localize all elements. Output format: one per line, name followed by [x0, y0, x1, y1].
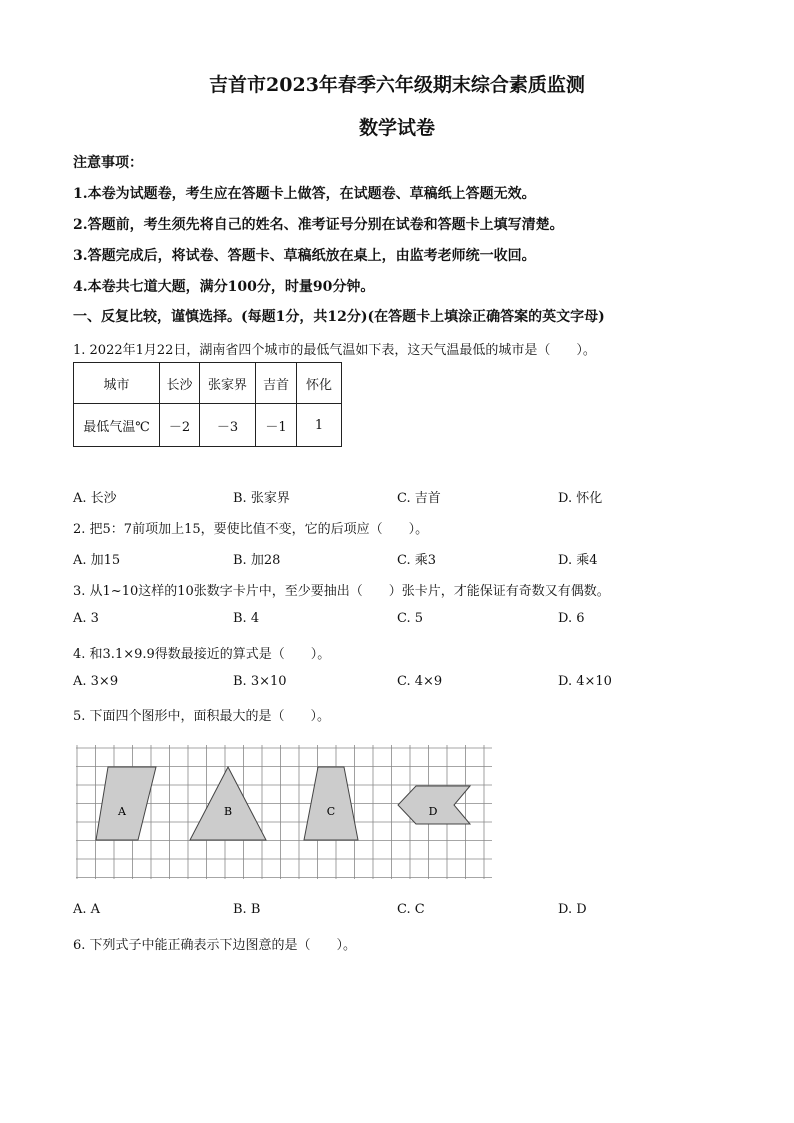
- question-5: 5. 下面四个图形中，面积最大的是（ ）。: [73, 709, 331, 724]
- temperature-table: [73, 362, 342, 447]
- option-c: C. 4×9: [397, 674, 443, 689]
- option-d: D. 乘4: [558, 553, 598, 568]
- shape-c: [304, 767, 358, 840]
- question-6: 6. 下列式子中能正确表示下边图意的是（ ）。: [73, 938, 357, 953]
- option-b: B. B: [233, 902, 261, 917]
- option-c: C. 吉首: [397, 491, 441, 506]
- label-c: C: [326, 805, 336, 818]
- option-a: A. A: [73, 902, 101, 917]
- option-d: D. 6: [558, 611, 585, 626]
- table-header-row: [74, 363, 342, 404]
- table-row: [74, 404, 342, 447]
- option-a: A. 3×9: [73, 674, 119, 689]
- question-1: 1. 2022年1月22日，湖南省四个城市的最低气温如下表，这天气温最低的城市是（ ）。: [73, 343, 596, 358]
- notice-item: 3.答题完成后，将试卷、答题卡、草稿纸放在桌上，由监考老师统一收回。: [73, 248, 536, 264]
- table-cell: 长沙: [160, 363, 200, 404]
- option-b: B. 加28: [233, 553, 281, 568]
- table-cell: 1: [297, 404, 342, 447]
- label-b: B: [223, 805, 233, 818]
- table-cell: 怀化: [297, 363, 342, 404]
- label-d: D: [428, 805, 438, 818]
- table-cell: 最低气温℃: [74, 404, 160, 447]
- question-4: 4. 和3.1×9.9得数最接近的算式是（ ）。: [73, 647, 331, 662]
- table-cell: 城市: [74, 363, 160, 404]
- section-heading: 一、反复比较，谨慎选择。(每题1分，共12分)(在答题卡上填涂正确答案的英文字母): [73, 309, 605, 325]
- notice-item: 2.答题前，考生须先将自己的姓名、准考证号分别在试卷和答题卡上填写清楚。: [73, 217, 564, 233]
- option-c: C. C: [397, 902, 425, 917]
- option-c: C. 乘3: [397, 553, 437, 568]
- option-a: A. 加15: [73, 553, 121, 568]
- exam-title: 吉首市2023年春季六年级期末综合素质监测: [209, 74, 585, 96]
- option-c: C. 5: [397, 611, 424, 626]
- option-b: B. 3×10: [233, 674, 287, 689]
- option-b: B. 张家界: [233, 491, 290, 506]
- notice-item: 4.本卷共七道大题，满分100分，时量90分钟。: [73, 279, 375, 295]
- option-d: D. 怀化: [558, 491, 603, 506]
- option-a: A. 长沙: [73, 491, 117, 506]
- exam-subtitle: 数学试卷: [358, 117, 435, 139]
- question-3: 3. 从1~10这样的10张数字卡片中，至少要抽出（ ）张卡片，才能保证有奇数又有偶数。: [73, 584, 610, 599]
- option-d: D. D: [558, 902, 587, 917]
- question-2: 2. 把5：7前项加上15，要使比值不变，它的后项应（ ）。: [73, 522, 429, 537]
- notice-item: 1.本卷为试题卷，考生应在答题卡上做答，在试题卷、草稿纸上答题无效。: [73, 186, 536, 202]
- table-cell: －2: [160, 404, 200, 447]
- notice-heading: 注意事项：: [73, 155, 143, 171]
- table-cell: －3: [200, 404, 256, 447]
- shape-a: [96, 767, 156, 840]
- option-d: D. 4×10: [558, 674, 612, 689]
- label-a: A: [118, 805, 126, 818]
- grid-figure: [76, 745, 494, 881]
- option-b: B. 4: [233, 611, 260, 626]
- table-cell: －1: [256, 404, 297, 447]
- table-cell: 张家界: [200, 363, 256, 404]
- option-a: A. 3: [73, 611, 99, 626]
- table-cell: 吉首: [256, 363, 297, 404]
